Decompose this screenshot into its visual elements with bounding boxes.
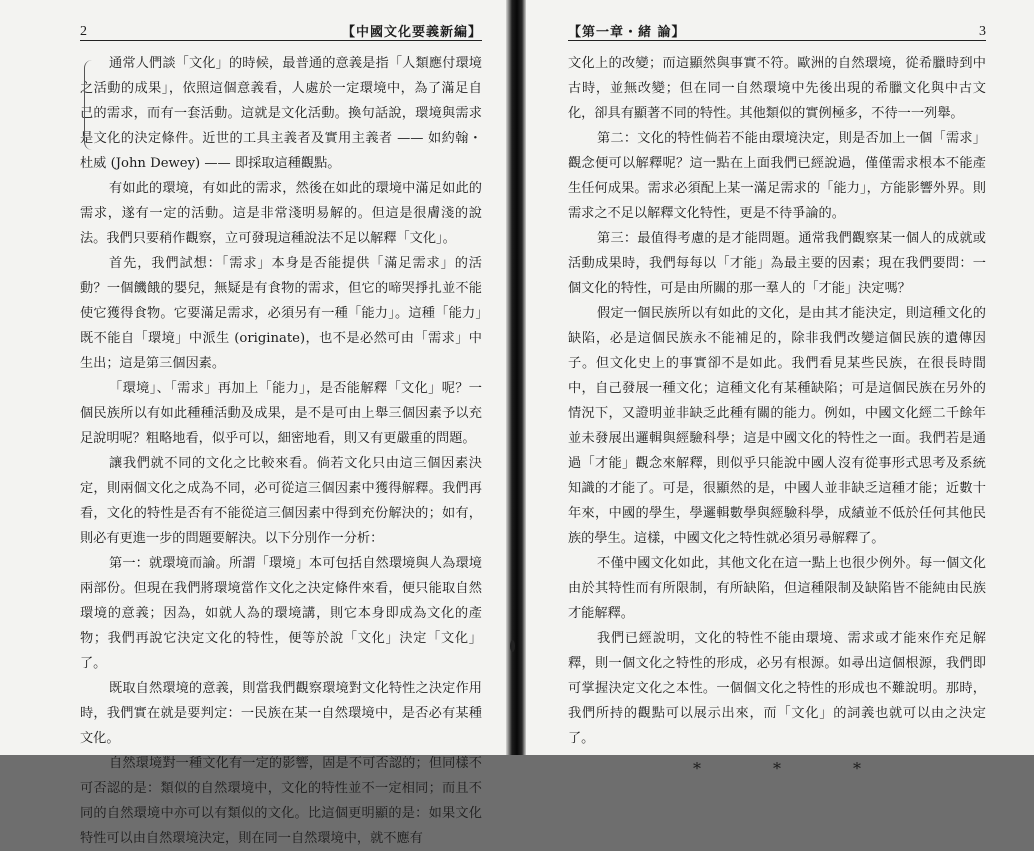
left-page-body xyxy=(80,51,482,851)
right-paragraph-2: 第二：文化的特性倘若不能由環境決定，則是否加上一個「需求」觀念便可以解釋呢？這一點在上面我們已經說過，僅僅需求根本不能產生任何成果。需求必須配上某一滿足需求的「能力」，方能影響外界。則需求之不足以解釋文化特性，更是不待爭論的。 xyxy=(568,131,986,221)
left-page-header xyxy=(80,14,482,41)
left-page xyxy=(0,0,506,846)
left-paragraph-3: 首先，我們試想：「需求」本身是否能提供「滿足需求」的活動？一個饑餓的嬰兒，無疑是有食物的需求，但它的啼哭掙扎並不能使它獲得食物。它要滿足需求，必須另有一種「能力」。這種「能力」既不能自「環境」中派生 (originate)，也不是必然可由「需求」中生出；這是第三個因素。 xyxy=(80,256,482,371)
separator-asterisk: * xyxy=(853,759,861,778)
right-paragraph-3: 第三：最值得考慮的是才能問題。通常我們觀察某一個人的成就或活動成果時，我們每每以「才能」為最主要的因素；現在我們要問：一個文化的特性，可是由所關的那一羣人的「才能」決定嗎？ xyxy=(568,231,986,296)
right-paragraph-6: 我們已經說明，文化的特性不能由環境、需求或才能來作充足解釋，則一個文化之特性的形成，必另有根源。如尋出這個根源，我們即可掌握決定文化之本性。一個個文化之特性的形成也不難說明。那時，我們所持的觀點可以展示出來，而「文化」的詞義也就可以由之決定了。 xyxy=(568,631,986,746)
separator-asterisk: * xyxy=(773,759,781,778)
scan-speck xyxy=(510,640,515,652)
margin-pen-mark xyxy=(84,60,93,150)
right-page-body xyxy=(568,51,986,778)
left-running-head: 【中國文化要義新編】 xyxy=(341,25,482,40)
right-running-head: 【第一章・緒 論】 xyxy=(568,25,686,40)
left-paragraph-5: 讓我們就不同的文化之比較來看。倘若文化只由這三個因素決定，則兩個文化之成為不同，必可從這三個因素中獲得解釋。我們再看，文化的特性是否有不能從這三個因素中得到充份解決的；如有，則必有更進一步的問題要解決。以下分別作一分析： xyxy=(80,456,482,546)
separator-asterisk: * xyxy=(693,759,701,778)
left-paragraph-8: 自然環境對一種文化有一定的影響，固是不可否認的；但同樣不可否認的是：類似的自然環境中，文化的特性並不一定相同；而且不同的自然環境中亦可以有類似的文化。比這個更明顯的是：如果文化特性可以由自然環境決定，則在同一自然環境中，就不應有 xyxy=(80,756,482,846)
left-paragraph-4: 「環境」、「需求」再加上「能力」，是否能解釋「文化」呢？一個民族所以有如此種種活動及成果，是不是可由上舉三個因素予以充足說明呢？粗略地看，似乎可以，細密地看，則又有更嚴重的問題。 xyxy=(80,381,482,446)
right-paragraph-1: 文化上的改變；而這顯然與事實不符。歐洲的自然環境，從希臘時到中古時，並無改變；但在同一自然環境中先後出現的希臘文化與中古文化，卻具有顯著不同的特性。其他類似的實例極多，不待一一列舉。 xyxy=(568,56,986,121)
right-page-header xyxy=(568,14,986,41)
left-paragraph-1: 通常人們談「文化」的時候，最普通的意義是指「人類應付環境之活動的成果」，依照這個意義看，人處於一定環境中，為了滿足自己的需求，而有一套活動。這就是文化活動。換句話說，環境與需求是文化的決定條件。近世的工具主義者及實用主義者 —— 如約翰・杜威 (John Dewey) —— 即採取這種觀點。 xyxy=(80,56,482,171)
left-paragraph-2: 有如此的環境，有如此的需求，然後在如此的環境中滿足如此的需求，遂有一定的活動。這是非常淺明易解的。但這是很膚淺的說法。我們只要稍作觀察，立可發現這種說法不足以解釋「文化」。 xyxy=(80,181,482,246)
right-page-number: 3 xyxy=(979,24,986,39)
right-paragraph-4: 假定一個民族所以有如此的文化，是由其才能決定，則這種文化的缺陷，必是這個民族永不能補足的，除非我們改變這個民族的遺傳因子。但文化史上的事實卻不是如此。我們看見某些民族，在很長時間中，自己發展一種文化；這種文化有某種缺陷；可是這個民族在另外的情況下，又證明並非缺乏此種有關的能力。例如，中國文化經二千餘年並未發展出邏輯與經驗科學；這是中國文化的特性之一面。我們若是通過「才能」觀念來解釋，則似乎只能說中國人沒有從事形式思考及系統知識的才能了。可是，很顯然的是，中國人並非缺乏這種才能；近數十年來，中國的學生，學邏輯數學與經驗科學，成績並不低於任何其他民族的學生。這樣，中國文化之特性就必須另尋解釋了。 xyxy=(568,306,986,546)
left-paragraph-6: 第一：就環境而論。所謂「環境」本可包括自然環境與人為環境兩部份。但現在我們將環境當作文化之決定條件來看，便只能取自然環境的意義；因為，如就人為的環境講，則它本身即成為文化的產物；我們再說它決定文化的特性，便等於說「文化」決定「文化」了。 xyxy=(80,556,482,671)
book-gutter xyxy=(506,0,526,755)
right-page xyxy=(526,0,1034,778)
left-paragraph-7: 既取自然環境的意義，則當我們觀察環境對文化特性之決定作用時，我們實在就是要判定：一民族在某一自然環境中，是否必有某種文化。 xyxy=(80,681,482,746)
right-paragraph-5: 不僅中國文化如此，其他文化在這一點上也很少例外。每一個文化由於其特性而有所限制，有所缺陷，但這種限制及缺陷皆不能純由民族才能解釋。 xyxy=(568,556,986,621)
left-page-number: 2 xyxy=(80,24,87,39)
section-separator xyxy=(568,759,986,778)
